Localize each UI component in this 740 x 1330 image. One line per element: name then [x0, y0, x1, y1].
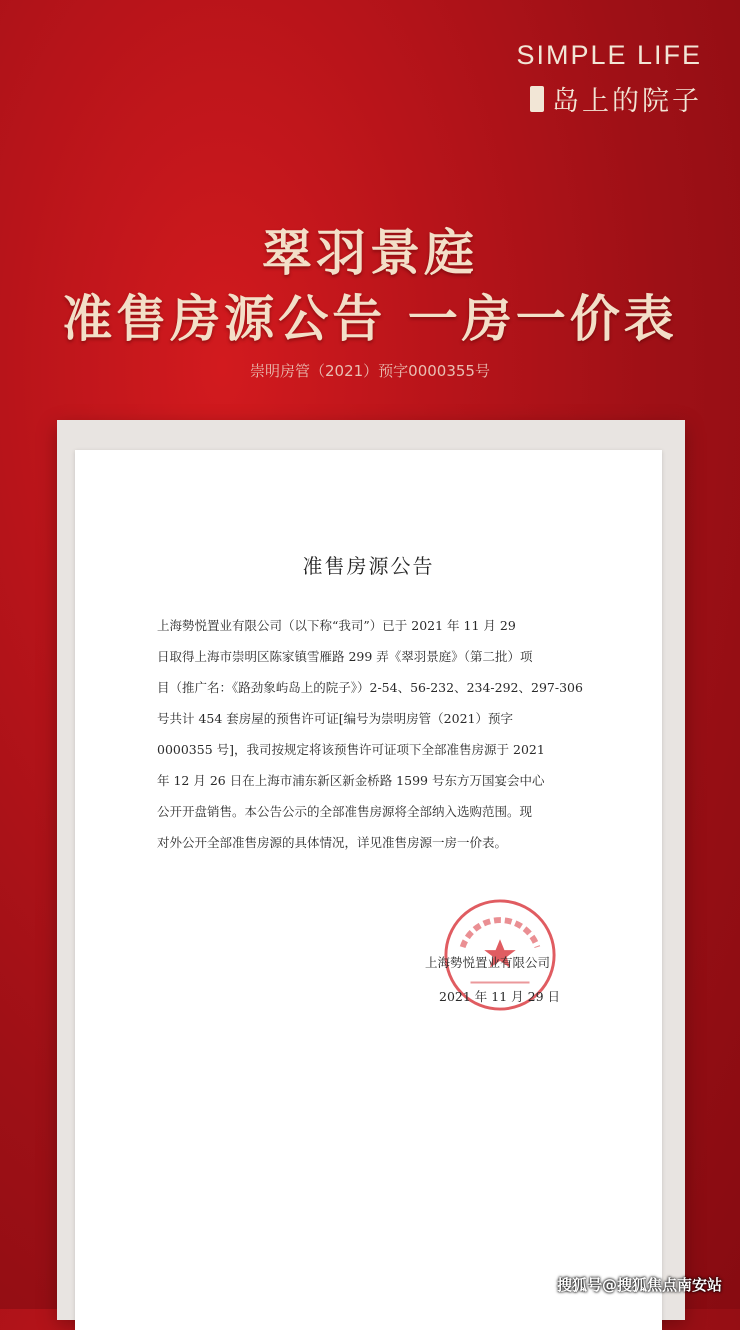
document-body-line: 号共计 454 套房屋的预售许可证[编号为崇明房管（2021）预字: [157, 711, 513, 726]
document-body: [157, 610, 583, 858]
document-body-line: 0000355 号]，我司按规定将该预售许可证项下全部准售房源于 2021: [157, 742, 545, 757]
brand-logo-chinese: 岛上的院子: [552, 86, 702, 117]
document-title: 准售房源公告: [302, 554, 435, 578]
document-paper: [75, 450, 662, 1330]
permit-number: 崇明房管（2021）预字0000355号: [250, 362, 490, 380]
document-body-line: 目（推广名：《路劲象屿岛上的院子》）2-54、56-232、234-292、297-306: [157, 680, 583, 695]
document-body-line: 对外公开全部准售房源的具体情况，详见准售房源一房一价表。: [157, 835, 508, 850]
document-body-line: 公开开盘销售。本公告公示的全部准售房源将全部纳入选购范围。现: [157, 804, 533, 819]
watermark: 搜狐号@搜狐焦点南安站: [556, 1276, 722, 1294]
brand-logo: [516, 40, 702, 118]
headline-announcement: 准售房源公告 一房一价表: [62, 289, 678, 348]
signing-company: 上海勢悦置业有限公司: [425, 955, 551, 970]
signing-date: 2021 年 11 月 29 日: [439, 989, 560, 1004]
headline-project-name: 翠羽景庭: [262, 223, 478, 282]
brand-tag-icon: [530, 86, 544, 112]
document-body-line: 日取得上海市崇明区陈家镇雪雁路 299 弄《翠羽景庭》（第二批）项: [157, 649, 533, 664]
brand-logo-english: SIMPLE LIFE: [516, 40, 702, 70]
brand-logo-chinese-row: [516, 79, 702, 118]
document-body-line: 上海勢悦置业有限公司（以下称“我司”）已于 2021 年 11 月 29: [157, 618, 516, 633]
document-body-line: 年 12 月 26 日在上海市浦东新区新金桥路 1599 号东方万国宴会中心: [157, 773, 545, 788]
